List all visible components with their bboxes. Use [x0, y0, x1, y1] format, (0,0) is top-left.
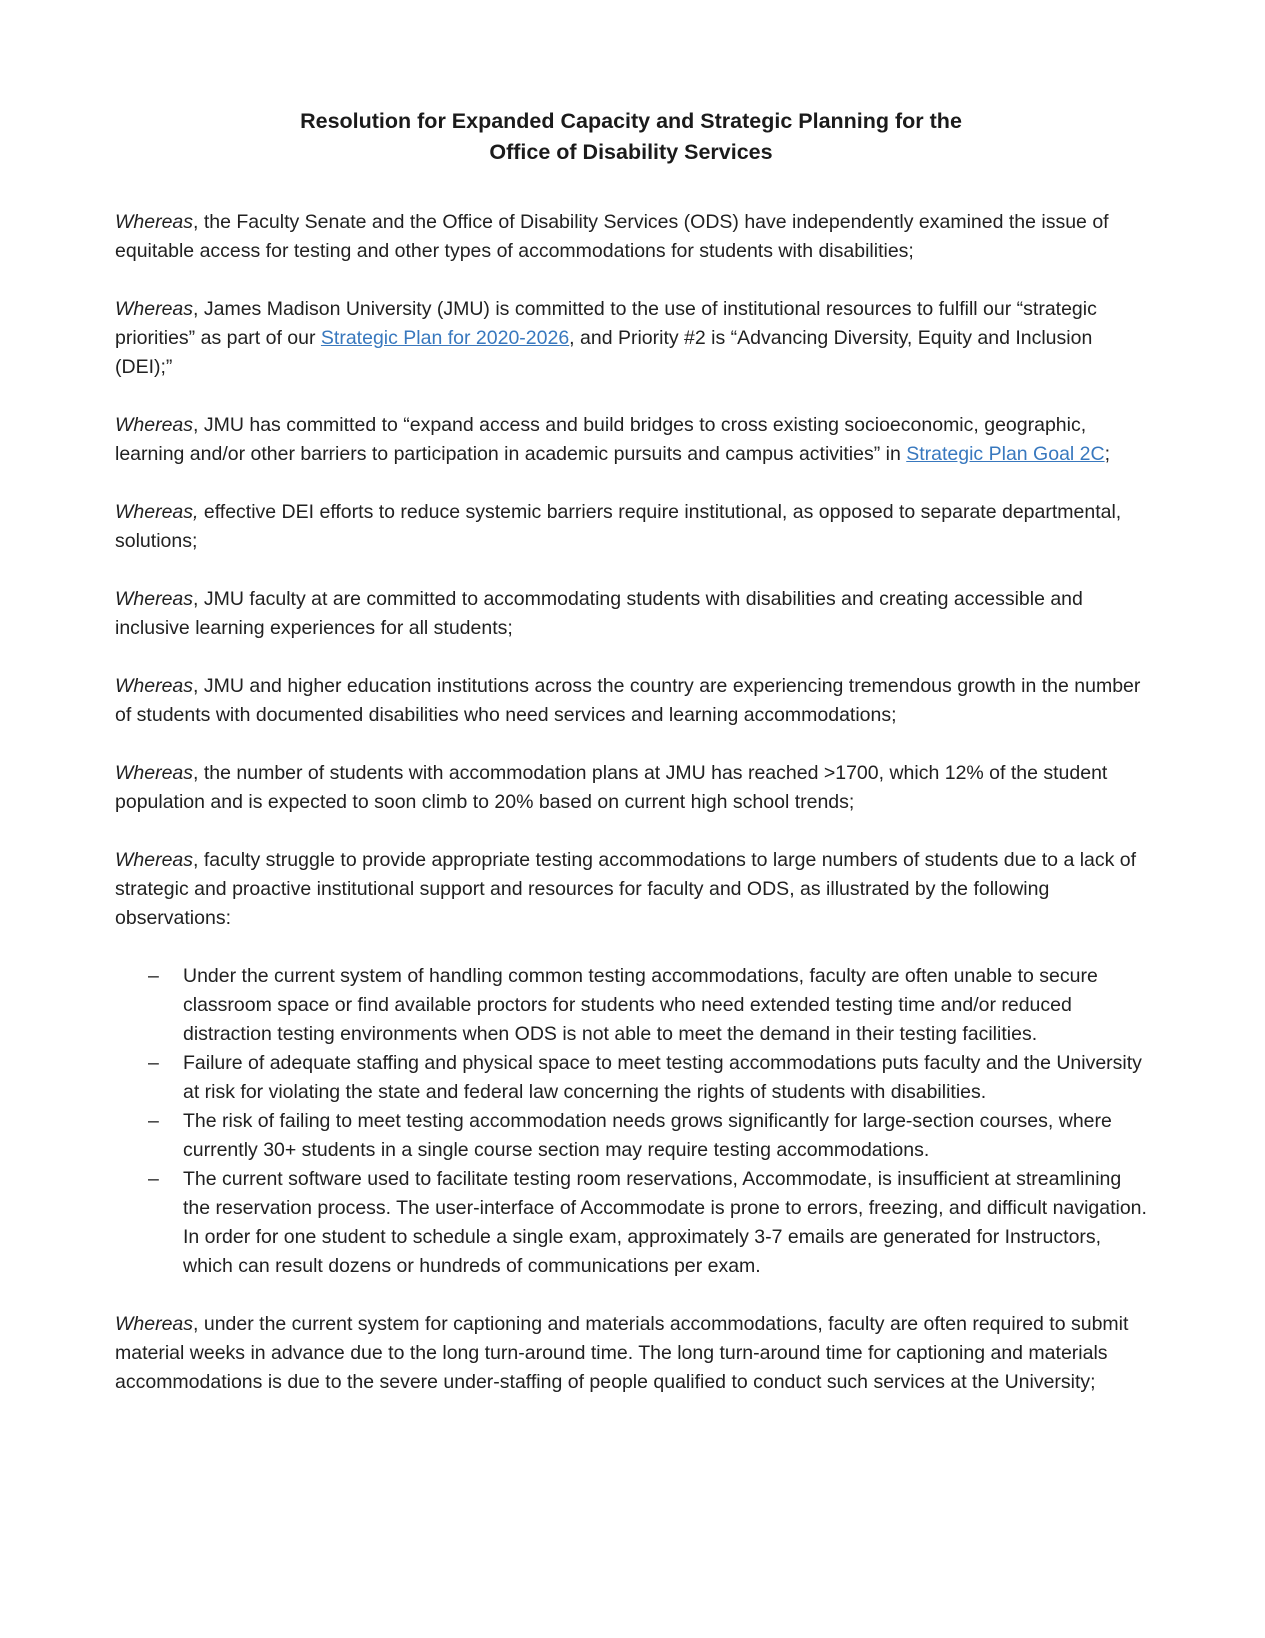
whereas-paragraph: [115, 585, 1147, 643]
list-item-text: [183, 1107, 1147, 1165]
whereas-paragraph: [115, 759, 1147, 817]
list-item: [115, 1049, 1147, 1107]
list-item: [115, 1165, 1147, 1281]
text-run: , faculty struggle to provide appropriate testing accommodations to large numbers of students due to a lack of strategic and proactive institutional support and resources for faculty and ODS, as illustrated by the following observations:: [115, 849, 1137, 929]
text-run: , under the current system for captioning and materials accommodations, faculty are often required to submit material weeks in advance due to the long turn-around time. The long turn-around time for captioning and materials accommodations is due to the severe under-staffing of people qualified to conduct such services at the University;: [115, 1313, 1129, 1393]
whereas-lead: Whereas: [115, 762, 194, 784]
whereas-lead: Whereas: [115, 298, 194, 320]
whereas-lead: Whereas: [115, 675, 194, 697]
strategic-plan-goal-2c-link[interactable]: Strategic Plan Goal 2C: [906, 443, 1105, 465]
list-item: [115, 1107, 1147, 1165]
text-run: , JMU faculty at are committed to accommodating students with disabilities and creating accessible and inclusive learning experiences for all students;: [115, 588, 1083, 639]
text-run: , JMU and higher education institutions across the country are experiencing tremendous growth in the number of students with documented disabilities who need services and learning accommodations;: [115, 675, 1141, 726]
text-run: , JMU has committed to “expand access and build bridges to cross existing socioeconomic, geographic, learning and/or other barriers to participation in academic pursuits and campus activities” in: [115, 414, 1087, 465]
whereas-lead: Whereas: [115, 414, 194, 436]
text-run: effective DEI efforts to reduce systemic barriers require institutional, as opposed to separate departmental, solutions;: [115, 501, 1122, 552]
whereas-lead: Whereas,: [115, 501, 199, 523]
text-run: ;: [1104, 443, 1111, 465]
text-run: , and Priority #2 is “Advancing Diversity, Equity and Inclusion (DEI);”: [115, 327, 1093, 378]
whereas-paragraph: [115, 208, 1147, 266]
text-run: Failure of adequate staffing and physical space to meet testing accommodations puts faculty and the University at risk for violating the state and federal law concerning the rights of students with disabilities.: [183, 1052, 1142, 1103]
text-run: The risk of failing to meet testing accommodation needs grows significantly for large-section courses, where currently 30+ students in a single course section may require testing accommodations.: [183, 1110, 1112, 1161]
text-run: Under the current system of handling common testing accommodations, faculty are often unable to secure classroom space or find available proctors for students who need extended testing time and/or reduced distraction testing environments when ODS is not able to meet the demand in their testing facilities.: [183, 965, 1098, 1045]
observations-list: [115, 962, 1147, 1281]
document-title-line1: Resolution for Expanded Capacity and Strategic Planning for the: [300, 109, 962, 133]
document-title-line2: Office of Disability Services: [489, 140, 773, 164]
list-item: [115, 962, 1147, 1049]
whereas-paragraph: [115, 498, 1147, 556]
whereas-lead: Whereas: [115, 849, 194, 871]
text-run: , the number of students with accommodation plans at JMU has reached >1700, which 12% of the student population and is expected to soon climb to 20% based on current high school trends;: [115, 762, 1108, 813]
whereas-lead: Whereas: [115, 588, 194, 610]
text-run: The current software used to facilitate testing room reservations, Accommodate, is insufficient at streamlining the reservation process. The user-interface of Accommodate is prone to errors, freezing, and difficult navigation. In order for one student to schedule a single exam, approximately 3-7 emails are generated for Instructors, which can result dozens or hundreds of communications per exam.: [183, 1168, 1147, 1277]
document-title: [115, 106, 1147, 168]
list-item-text: [183, 1049, 1147, 1107]
whereas-paragraph: [115, 672, 1147, 730]
whereas-paragraph: [115, 295, 1147, 382]
whereas-paragraph: [115, 1310, 1147, 1397]
whereas-paragraph: [115, 846, 1147, 933]
dash-bullet-icon: –: [148, 1052, 159, 1074]
strategic-plan-2020-2026-link[interactable]: Strategic Plan for 2020-2026: [320, 327, 570, 349]
whereas-lead: Whereas: [115, 211, 194, 233]
text-run: , James Madison University (JMU) is committed to the use of institutional resources to fulfill our “strategic priorities” as part of our: [115, 298, 1097, 349]
dash-bullet-icon: –: [148, 1110, 159, 1132]
list-item-text: [183, 1165, 1147, 1281]
document-body: [115, 208, 1147, 1397]
whereas-lead: Whereas: [115, 1313, 194, 1335]
whereas-paragraph: [115, 411, 1147, 469]
dash-bullet-icon: –: [148, 965, 159, 987]
list-item-text: [183, 962, 1147, 1049]
dash-bullet-icon: –: [148, 1168, 159, 1190]
text-run: , the Faculty Senate and the Office of Disability Services (ODS) have independently examined the issue of equitable access for testing and other types of accommodations for students with disabilities;: [115, 211, 1109, 262]
